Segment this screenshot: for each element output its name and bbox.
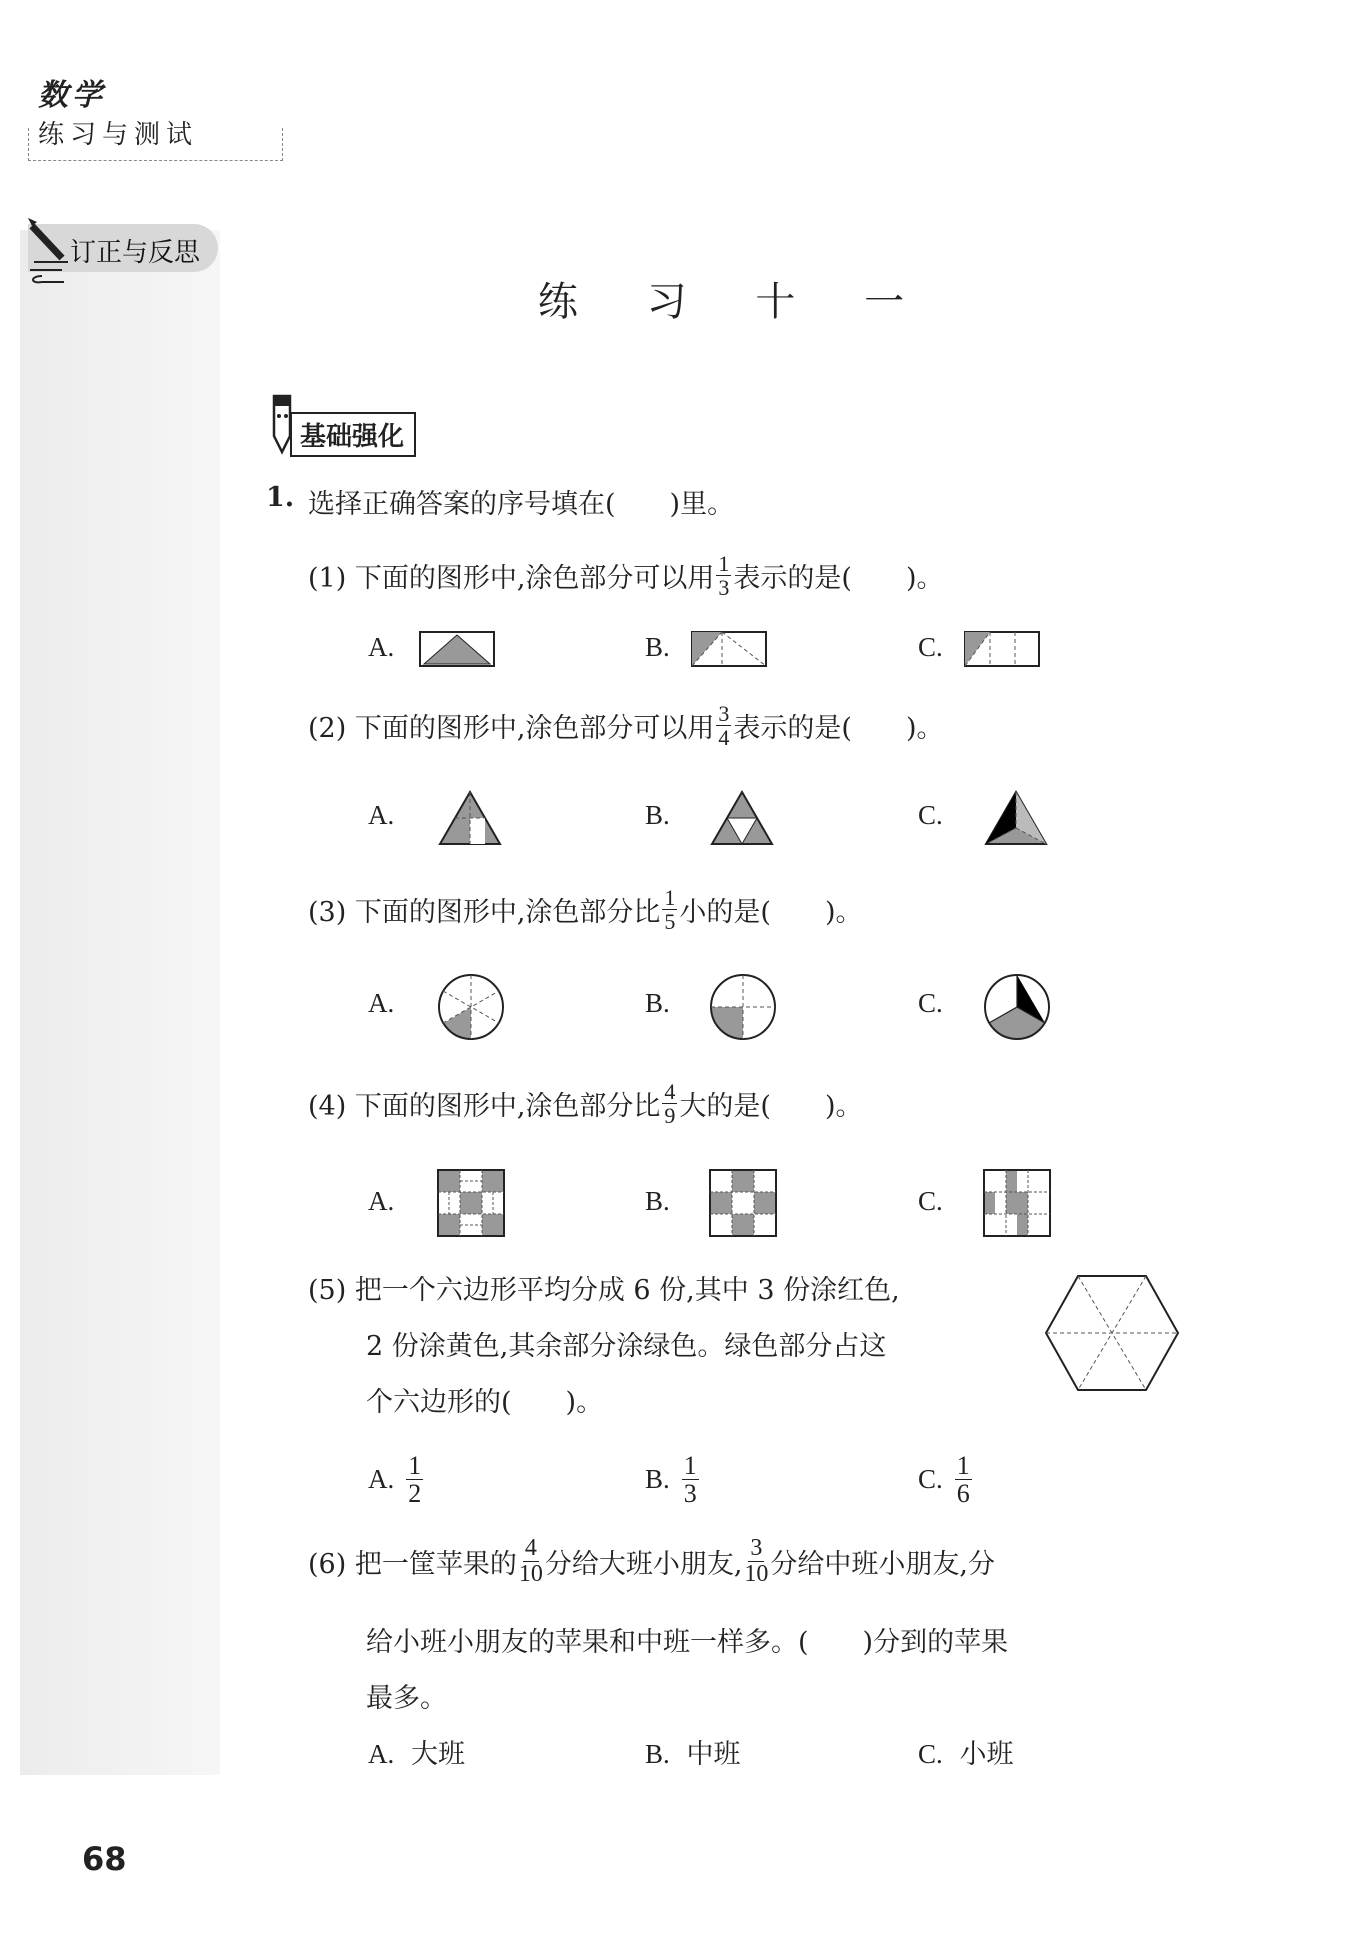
option-b: B. 中班 bbox=[645, 1739, 741, 1769]
option-b-circle bbox=[710, 974, 776, 1040]
page-number: 68 bbox=[82, 1840, 127, 1878]
option-c-grid bbox=[984, 1170, 1050, 1236]
option-a: A. $\frac{1}{2}$ bbox=[368, 1451, 422, 1509]
question-prompt: 选择正确答案的序号填在( )里。 bbox=[308, 489, 735, 520]
section-badge: 基础强化 bbox=[290, 412, 416, 457]
sub-question-3: (3) 下面的图形中,涂色部分比 $\frac{1}{5}$ 小的是( )。 bbox=[308, 885, 863, 935]
option-c-rectangle bbox=[965, 632, 1039, 666]
option-c-label: C. bbox=[918, 632, 943, 662]
option-b-grid bbox=[710, 1170, 776, 1236]
option-a-label: A. bbox=[368, 1186, 395, 1216]
sub-question-5-line3: 个六边形的( )。 bbox=[366, 1387, 604, 1418]
option-a-triangle bbox=[438, 790, 502, 846]
book-title: 练习与测试 bbox=[38, 120, 199, 150]
option-a-rectangle bbox=[420, 632, 494, 666]
hexagon-figure bbox=[1044, 1274, 1180, 1392]
header-underline bbox=[28, 128, 283, 161]
subject-title: 数学 bbox=[38, 78, 106, 113]
option-c-label: C. bbox=[918, 988, 943, 1018]
question-number: 1. bbox=[266, 482, 295, 513]
option-a-label: A. bbox=[368, 988, 395, 1018]
sub-question-6-line3: 最多。 bbox=[366, 1683, 447, 1714]
option-b-rectangle bbox=[692, 632, 766, 666]
option-a-circle bbox=[438, 974, 504, 1040]
option-c: C. $\frac{1}{6}$ bbox=[918, 1451, 970, 1509]
option-b-label: B. bbox=[645, 632, 670, 662]
sub-question-2: (2) 下面的图形中,涂色部分可以用 $\frac{3}{4}$ 表示的是( )。 bbox=[308, 701, 944, 751]
option-a-grid bbox=[438, 1170, 504, 1236]
option-c-label: C. bbox=[918, 800, 943, 830]
option-a-label: A. bbox=[368, 632, 395, 662]
sidebar-label: 订正与反思 bbox=[70, 238, 201, 268]
option-b-label: B. bbox=[645, 800, 670, 830]
option-c-label: C. bbox=[918, 1186, 943, 1216]
option-b: B. $\frac{1}{3}$ bbox=[645, 1451, 697, 1509]
option-b-label: B. bbox=[645, 988, 670, 1018]
option-a: A. 大班 bbox=[368, 1739, 465, 1769]
exercise-title: 练 习 十 一 bbox=[537, 279, 933, 325]
correction-sidebar bbox=[20, 230, 220, 1775]
sub-question-5-line1: (5) 把一个六边形平均分成 6 份,其中 3 份涂红色, bbox=[308, 1275, 900, 1306]
option-b-triangle bbox=[710, 790, 774, 846]
sub-question-4: (4) 下面的图形中,涂色部分比 $\frac{4}{9}$ 大的是( )。 bbox=[308, 1079, 863, 1129]
option-b-label: B. bbox=[645, 1186, 670, 1216]
sub-question-6-line2: 给小班小朋友的苹果和中班一样多。( )分到的苹果 bbox=[366, 1627, 1009, 1658]
sub-question-5-line2: 2 份涂黄色,其余部分涂绿色。绿色部分占这 bbox=[366, 1331, 887, 1362]
sub-question-1: (1) 下面的图形中,涂色部分可以用 $\frac{1}{3}$ 表示的是( )。 bbox=[308, 551, 944, 601]
option-c-triangle bbox=[984, 790, 1048, 846]
option-a-label: A. bbox=[368, 800, 395, 830]
option-c: C. 小班 bbox=[918, 1739, 1014, 1769]
option-c-circle bbox=[984, 974, 1050, 1040]
sub-question-6-line1: (6) 把一筐苹果的 $\frac{4}{10}$ 分给大班小朋友, $\frac{3}{10}$ 分给中班小朋友,分 bbox=[308, 1535, 996, 1588]
